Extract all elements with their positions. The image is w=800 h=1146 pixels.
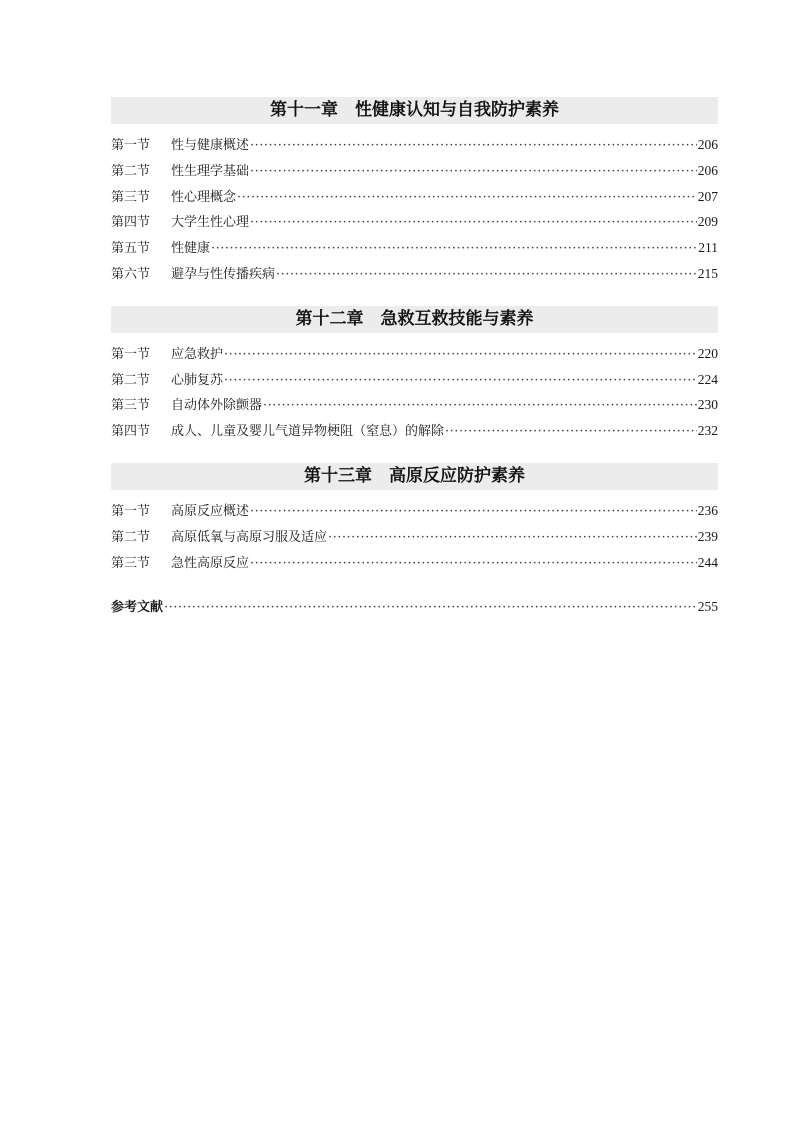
- toc-entry[interactable]: [111, 158, 718, 184]
- section-title: 性与健康概述: [171, 138, 250, 153]
- section-title: 成人、儿童及婴儿气道异物梗阻（窒息）的解除: [171, 424, 445, 440]
- page-number: 244: [697, 554, 718, 570]
- section-number: 第一节: [111, 138, 151, 153]
- page-number: 236: [697, 502, 718, 518]
- section-title: 性生理学基础: [171, 163, 250, 179]
- toc-entry[interactable]: [111, 261, 718, 287]
- page-number: 209: [697, 214, 718, 230]
- page-number: 232: [697, 423, 718, 439]
- section-number: 第四节: [111, 215, 151, 231]
- toc-entry[interactable]: [111, 524, 718, 550]
- table-of-contents: [111, 97, 718, 620]
- page-number: 224: [697, 371, 718, 387]
- page-number: 206: [697, 137, 718, 152]
- page-number: 215: [697, 265, 718, 281]
- section-title: 应急救护: [171, 346, 224, 362]
- section-number: 第三节: [111, 398, 151, 414]
- section-title: 急性高原反应: [171, 555, 250, 571]
- toc-entry[interactable]: [111, 550, 718, 576]
- dot-leader: [237, 185, 697, 211]
- toc-entry[interactable]: [111, 367, 718, 393]
- page-number: 230: [697, 397, 718, 413]
- toc-entry[interactable]: [111, 341, 718, 367]
- section-title: 自动体外除颤器: [171, 398, 263, 414]
- page-number: 206: [697, 162, 718, 178]
- section-title: 性心理概念: [171, 189, 237, 205]
- dot-leader: [250, 133, 697, 159]
- toc-entry[interactable]: [111, 498, 718, 524]
- toc-entry[interactable]: [111, 235, 718, 261]
- section-number: 第六节: [111, 266, 151, 282]
- section-title: 性健康: [171, 241, 211, 257]
- toc-entry[interactable]: [111, 418, 718, 444]
- chapter-12: [111, 306, 718, 444]
- section-number: 第五节: [111, 241, 151, 257]
- page-number: 207: [697, 188, 718, 204]
- toc-entry[interactable]: [111, 184, 718, 210]
- dot-leader: [164, 595, 697, 621]
- dot-leader: [250, 159, 697, 185]
- section-number: 第一节: [111, 503, 151, 519]
- dot-leader: [276, 262, 697, 288]
- dot-leader: [211, 236, 697, 262]
- section-number: 第二节: [111, 163, 151, 179]
- dot-leader: [224, 368, 697, 394]
- chapter-11: [111, 97, 718, 287]
- section-number: 第三节: [111, 555, 151, 571]
- section-title: 高原低氧与高原习服及适应: [171, 529, 328, 545]
- section-number: 第一节: [111, 346, 151, 362]
- chapter-heading: 第十二章 急救互救技能与素养: [111, 306, 718, 333]
- dot-leader: [250, 499, 697, 525]
- dot-leader: [263, 393, 697, 419]
- section-title: 心肺复苏: [171, 372, 224, 388]
- section-number: 第二节: [111, 372, 151, 388]
- dot-leader: [250, 551, 697, 577]
- toc-entry[interactable]: [111, 132, 718, 158]
- section-title: 高原反应概述: [171, 503, 250, 519]
- toc-entry[interactable]: [111, 392, 718, 418]
- chapter-heading: 第十三章 高原反应防护素养: [111, 463, 718, 490]
- dot-leader: [445, 419, 697, 445]
- section-title: 避孕与性传播疾病: [171, 266, 276, 282]
- toc-entry[interactable]: [111, 209, 718, 235]
- dot-leader: [250, 210, 697, 236]
- dot-leader: [328, 525, 697, 551]
- dot-leader: [224, 342, 697, 368]
- section-title: 大学生性心理: [171, 215, 250, 231]
- page-number: 239: [697, 528, 718, 544]
- page-number: 255: [697, 599, 718, 615]
- page-number: 211: [698, 240, 718, 256]
- references-entry[interactable]: [111, 594, 718, 620]
- section-number: 第二节: [111, 529, 151, 545]
- references-title: 参考文献: [111, 600, 164, 616]
- section-number: 第四节: [111, 424, 151, 440]
- chapter-13: [111, 463, 718, 575]
- chapter-heading: 第十一章 性健康认知与自我防护素养: [111, 97, 718, 124]
- page-number: 220: [697, 345, 718, 361]
- section-number: 第三节: [111, 189, 151, 205]
